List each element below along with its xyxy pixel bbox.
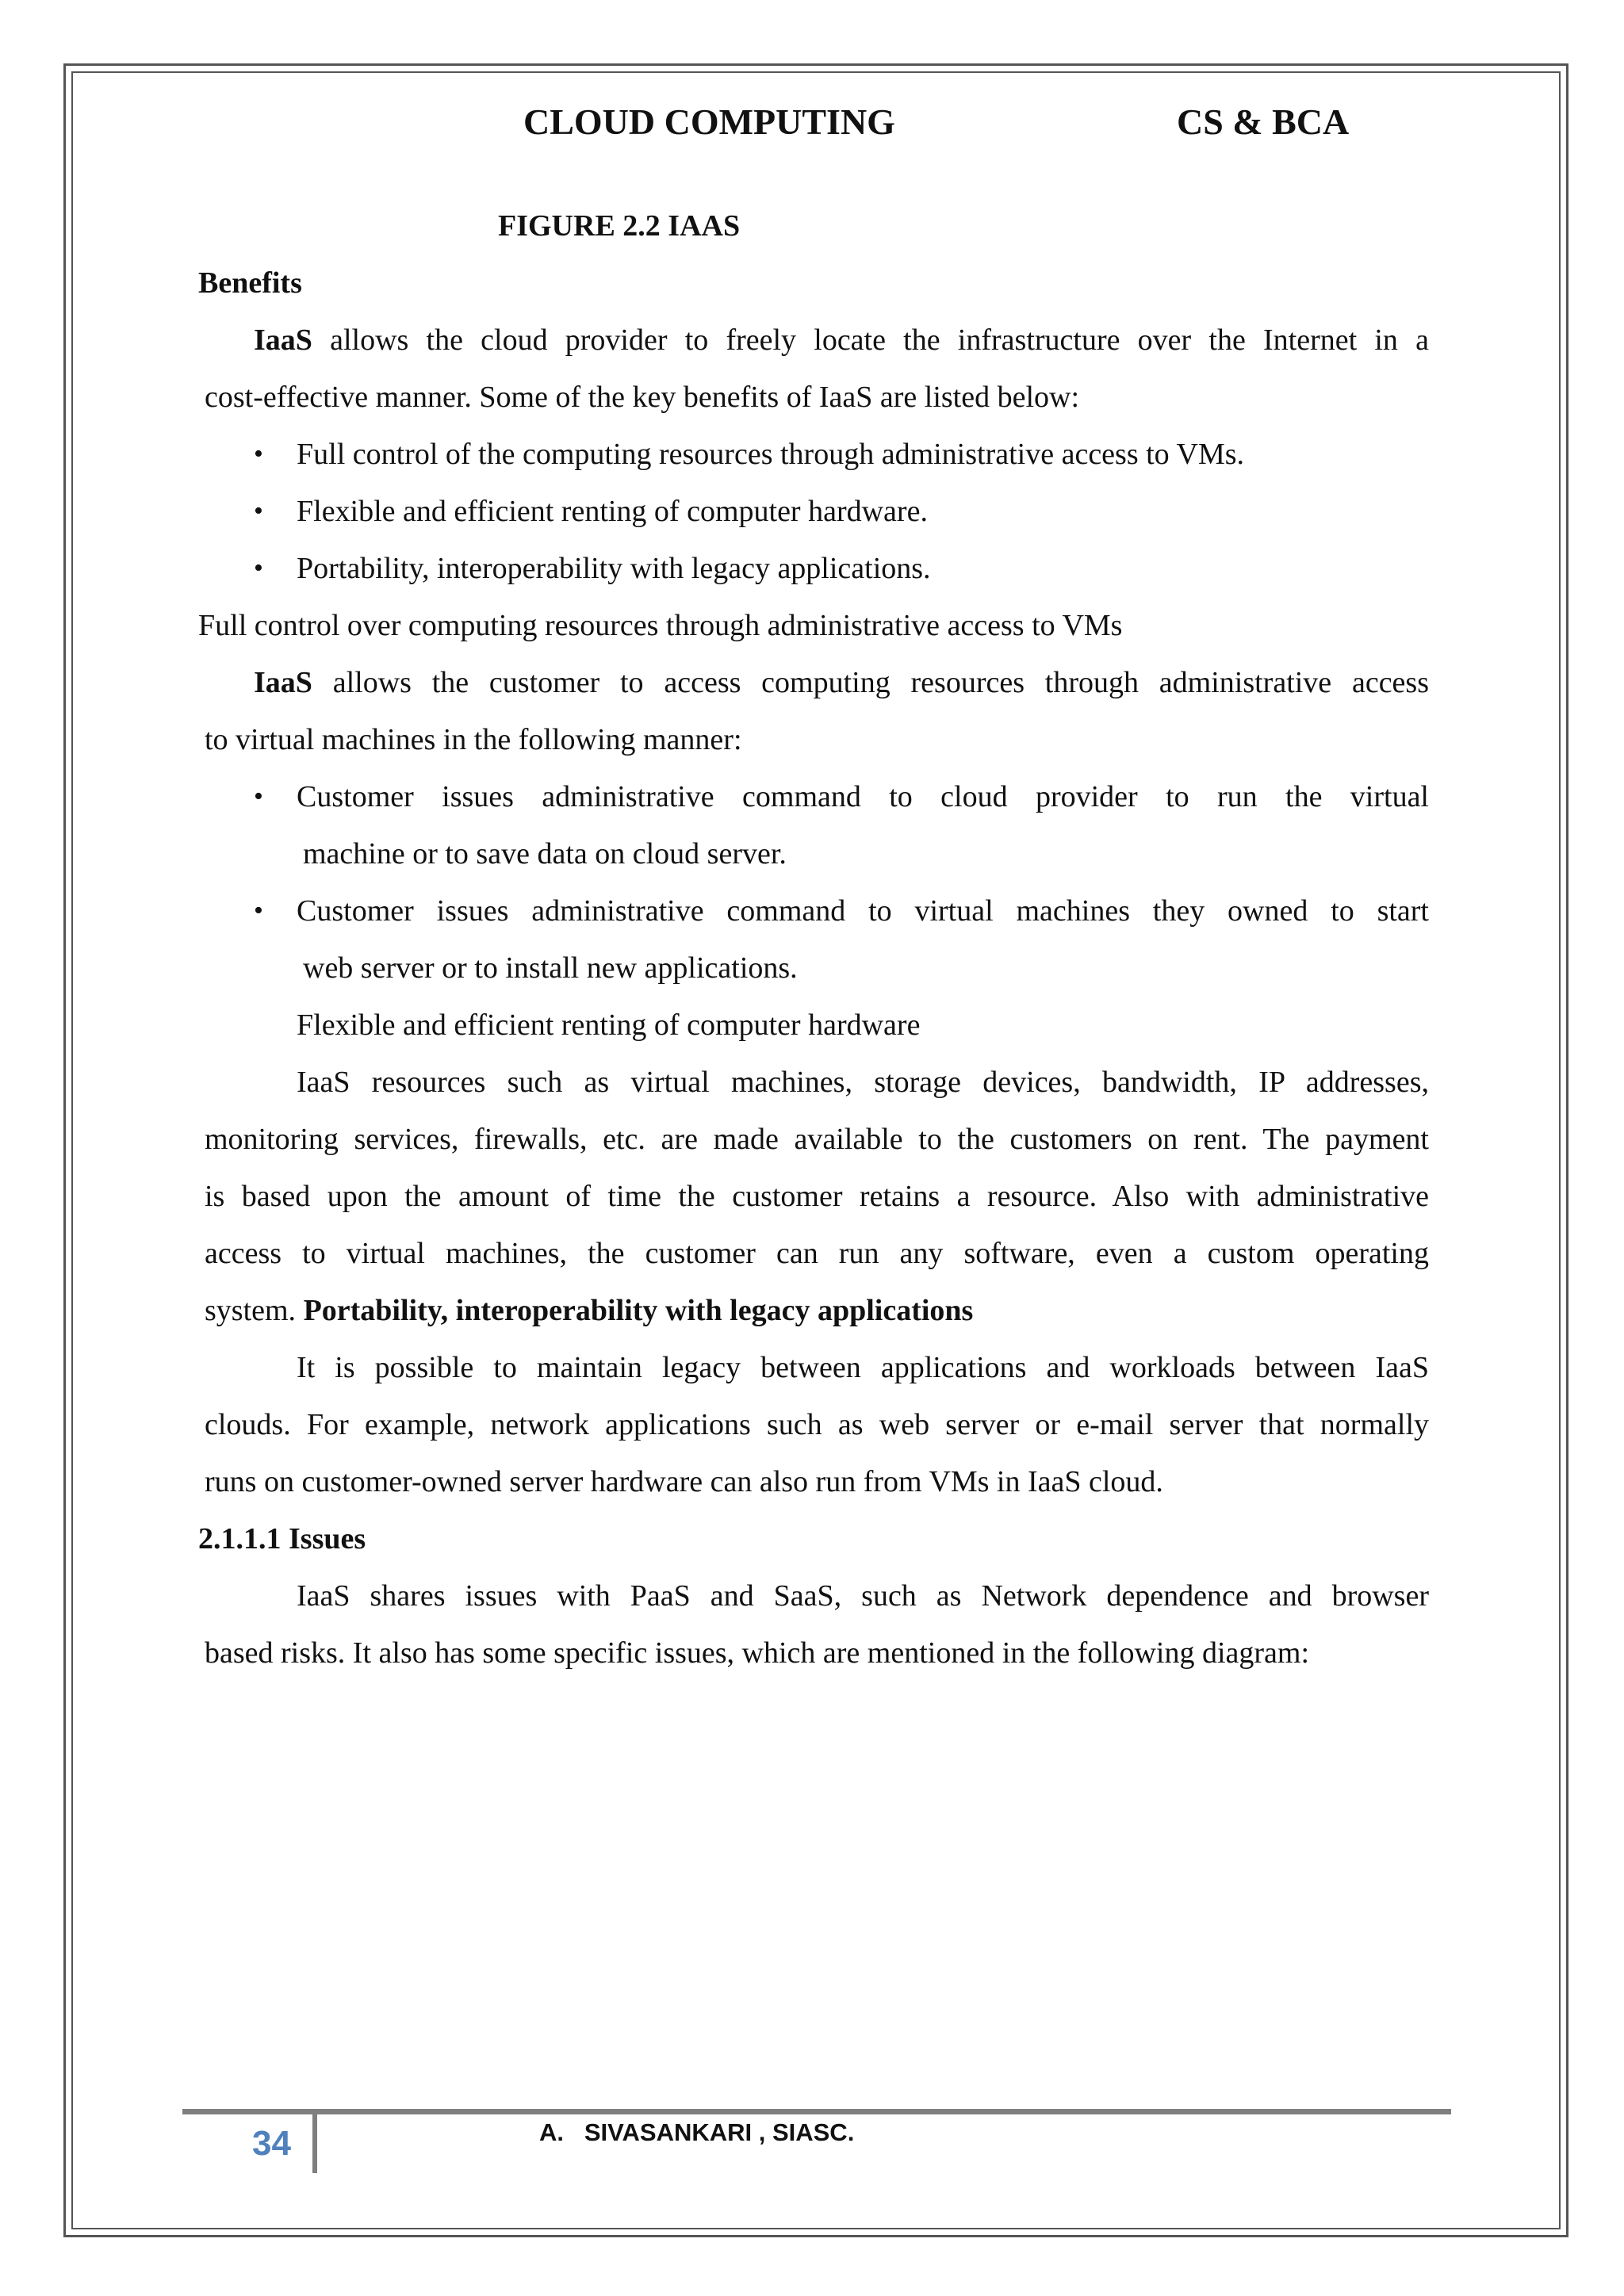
full-control-line2: to virtual machines in the following manner: (205, 723, 742, 756)
figure-caption: FIGURE 2.2 IAAS (498, 209, 741, 243)
footer-author: A. SIVASANKARI , SIASC. (539, 2118, 855, 2146)
benefits-bullet-2: Flexible and efficient renting of computer hardware. (297, 495, 928, 528)
issues-line2: based risks. It also has some specific issues, which are mentioned in the following diagram: (205, 1636, 1310, 1670)
benefits-bullet-1: Full control of the computing resources through administrative access to VMs. (297, 438, 1245, 471)
full-control-line1 (254, 664, 1429, 701)
flexible-line3: is based upon the amount of time the customer retains a resource. Also with administrative (205, 1180, 1429, 1213)
benefits-bullet-3: Portability, interoperability with legacy applications. (297, 552, 931, 585)
full-control-heading: Full control over computing resources through administrative access to VMs (198, 609, 1123, 642)
footer-divider (312, 2114, 317, 2173)
full-control-bullet-2-line1: Customer issues administrative command to virtual machines they owned to start (297, 894, 1429, 928)
flexible-line5 (205, 1292, 973, 1329)
benefits-intro-bold: IaaS (254, 323, 312, 357)
portability-line3: runs on customer-owned server hardware can also run from VMs in IaaS cloud. (205, 1465, 1163, 1498)
portability-heading: Portability, interoperability with legacy applications (303, 1294, 974, 1327)
flexible-line4: access to virtual machines, the customer can run any software, even a custom operating (205, 1237, 1429, 1270)
benefits-intro-line2: cost-effective manner. Some of the key benefits of IaaS are listed below: (205, 381, 1080, 414)
full-control-bold: IaaS (254, 666, 312, 699)
flexible-line2: monitoring services, firewalls, etc. are made available to the customers on rent. The payment (205, 1123, 1429, 1156)
issues-heading: 2.1.1.1 Issues (198, 1522, 366, 1556)
footer-rule (182, 2109, 1451, 2114)
full-control-bullet-1-line1: Customer issues administrative command to cloud provider to run the virtual (297, 780, 1429, 813)
portability-line1: It is possible to maintain legacy between applications and workloads between IaaS (297, 1351, 1429, 1384)
bullet-marker: • (254, 496, 263, 526)
header-subject: CLOUD COMPUTING (523, 101, 895, 142)
bullet-marker: • (254, 896, 263, 925)
flexible-line1: IaaS resources such as virtual machines, storage devices, bandwidth, IP addresses, (297, 1066, 1429, 1099)
issues-line1: IaaS shares issues with PaaS and SaaS, such as Network dependence and browser (297, 1579, 1429, 1613)
full-control-bullet-2-line2: web server or to install new applications. (303, 951, 798, 985)
bullet-marker: • (254, 782, 263, 811)
benefits-intro-rest: allows the cloud provider to freely locate the infrastructure over the Internet in a (312, 323, 1429, 357)
page-number: 34 (252, 2124, 291, 2163)
benefits-heading: Benefits (198, 266, 302, 300)
portability-line2: clouds. For example, network applications such as web server or e-mail server that normally (205, 1408, 1429, 1441)
bullet-marker: • (254, 439, 263, 469)
header-course: CS & BCA (1177, 101, 1350, 142)
flexible-heading: Flexible and efficient renting of computer hardware (297, 1008, 921, 1042)
full-control-bullet-1-line2: machine or to save data on cloud server. (303, 837, 787, 871)
flexible-last-plain: system. (205, 1294, 304, 1327)
bullet-marker: • (254, 553, 263, 583)
full-control-rest: allows the customer to access computing resources through administrative access (312, 666, 1429, 699)
benefits-intro-line1 (254, 322, 1429, 358)
